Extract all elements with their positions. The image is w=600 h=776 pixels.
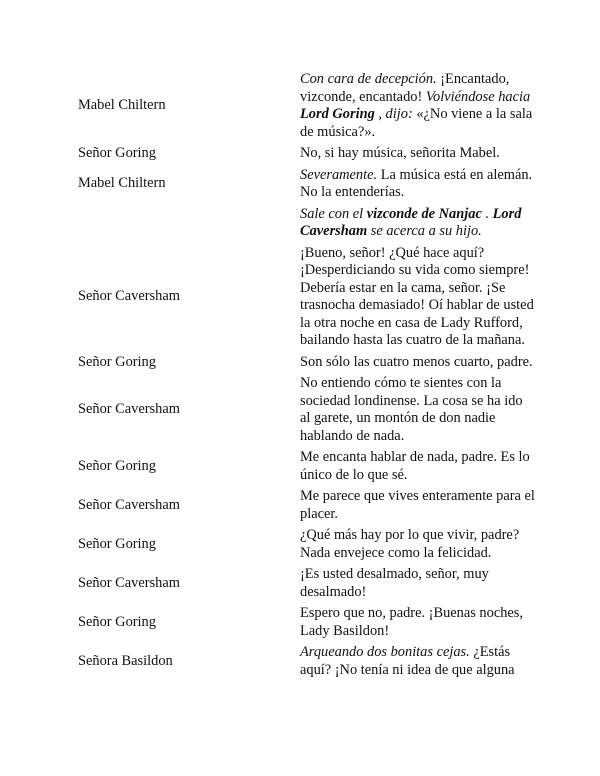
speaker-name: Señor Caversham xyxy=(78,496,180,513)
speaker-name: Señora Basildon xyxy=(78,652,173,669)
spoken-line: Me parece que vives enteramente para el placer. xyxy=(300,488,535,522)
stage-direction: Volviéndose hacia xyxy=(425,88,531,105)
dialogue-text xyxy=(300,375,536,445)
dialogue-text xyxy=(300,206,536,241)
spoken-line: No entiendo cómo te sientes con la sociedad londinense. La cosa se ha ido al garete, un montón de don nadie hablando de nada. xyxy=(300,375,523,444)
spoken-line: ¡Encantado, vizconde, encantado! xyxy=(300,71,510,105)
dialogue-row xyxy=(78,145,538,163)
speaker-name: Señor Goring xyxy=(78,457,156,474)
stage-direction: Sale con el xyxy=(300,205,367,222)
character-name: Lord Caversham xyxy=(300,205,522,239)
dialogue-text xyxy=(300,527,536,562)
dialogue-text xyxy=(300,605,536,640)
spoken-line: ¡Es usted desalmado, señor, muy desalmado! xyxy=(300,566,489,600)
speaker-name: Señor Goring xyxy=(78,613,156,630)
spoken-line: Espero que no, padre. ¡Buenas noches, Lady Basildon! xyxy=(300,605,523,639)
dialogue-text xyxy=(300,449,536,484)
speaker-name: Señor Goring xyxy=(78,353,156,370)
dialogue-row xyxy=(78,354,538,372)
spoken-line: Son sólo las cuatro menos cuarto, padre. xyxy=(300,353,533,370)
dialogue-text xyxy=(300,71,536,141)
stage-direction: se acerca a su hijo. xyxy=(367,223,482,239)
script-dialogue xyxy=(78,71,538,683)
spoken-line: No, si hay música, señorita Mabel. xyxy=(300,145,500,161)
spoken-line: La música está en alemán. No la entenderías. xyxy=(300,166,533,200)
stage-direction: Severamente. xyxy=(300,166,378,183)
speaker-name: Señor Goring xyxy=(78,535,156,552)
spoken-line: ¿Qué más hay por lo que vivir, padre? Nada envejece como la felicidad. xyxy=(300,527,520,561)
dialogue-text xyxy=(300,145,536,163)
dialogue-row xyxy=(78,245,538,350)
dialogue-row xyxy=(78,488,538,523)
dialogue-row xyxy=(78,566,538,601)
dialogue-text xyxy=(300,488,536,523)
dialogue-row xyxy=(78,375,538,445)
spoken-line: ¿Estás aquí? ¡No tenía ni idea de que alguna xyxy=(300,644,515,678)
dialogue-row xyxy=(78,71,538,141)
dialogue-row xyxy=(78,605,538,640)
dialogue-row xyxy=(78,644,538,679)
speaker-name: Mabel Chiltern xyxy=(78,97,166,114)
speaker-name: Señor Caversham xyxy=(78,574,180,591)
dialogue-row xyxy=(78,449,538,484)
stage-direction: Con cara de decepción. xyxy=(300,71,437,87)
spoken-line: «¿No viene a la sala de música?». xyxy=(300,106,533,140)
spoken-line: ¡Bueno, señor! ¿Qué hace aquí? ¡Desperdiciando su vida como siempre! Debería estar en la cama, señor. ¡Se trasnocha demasiado! Oí hablar de usted la otra noche en casa de Lady Rufford, bailando hasta las cuatro de la mañana. xyxy=(300,244,534,348)
dialogue-text xyxy=(300,644,536,679)
speaker-name: Señor Caversham xyxy=(78,288,180,305)
stage-direction: , dijo: xyxy=(374,106,417,122)
dialogue-text xyxy=(300,566,536,601)
speaker-name: Señor Goring xyxy=(78,145,156,161)
stage-direction: . xyxy=(481,205,493,222)
dialogue-text xyxy=(300,245,536,350)
dialogue-text xyxy=(300,354,536,372)
character-name: vizconde de Nanjac xyxy=(366,205,482,222)
spoken-line: Me encanta hablar de nada, padre. Es lo único de lo que sé. xyxy=(300,449,530,483)
dialogue-text xyxy=(300,167,536,202)
dialogue-row xyxy=(78,527,538,562)
speaker-name: Señor Caversham xyxy=(78,401,180,418)
stage-direction: Arqueando dos bonitas cejas. xyxy=(300,644,470,660)
dialogue-row xyxy=(78,167,538,202)
character-name: Lord Goring xyxy=(300,106,375,122)
speaker-name: Mabel Chiltern xyxy=(78,175,166,192)
stage-direction-row xyxy=(78,206,538,241)
